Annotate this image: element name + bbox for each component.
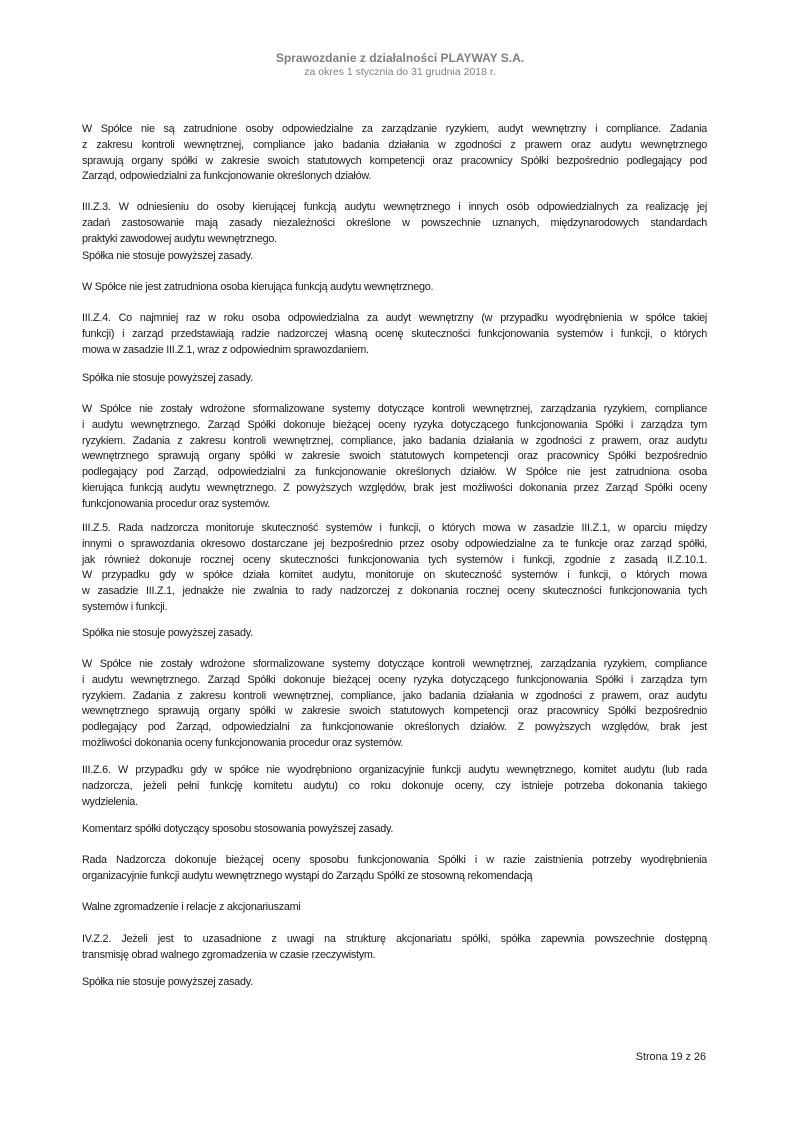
- text-line: III.Z.5. Rada nadzorcza monitoruje skuteczność systemów i funkcji, o których mowa w zasadzie III.Z.1, w oparciu między: [82, 522, 707, 534]
- paragraph: [82, 626, 707, 642]
- text-line: ryzykiem. Zadania z zakresu kontroli wewnętrznej, compliance, jako badania działania w zgodności z prawem, oraz audytu: [82, 434, 707, 447]
- text-line: mowa w zasadzie III.Z.1, wraz z odpowiednim sprawozdaniem.: [82, 343, 369, 356]
- paragraph: [82, 932, 707, 964]
- paragraph: [82, 521, 707, 616]
- text-line: transmisję obrad walnego zgromadzenia w czasie rzeczywistym.: [82, 948, 376, 961]
- text-line: jak również dokonuje rocznej oceny skuteczności funkcjonowania tych systemów i funkcji, zgodnie z zasadą II.Z.10.1.: [82, 553, 707, 566]
- text-line: Spółka nie stosuje powyższej zasady.: [82, 627, 253, 639]
- paragraph: [82, 200, 707, 247]
- text-line: z zakresu kontroli wewnętrznej, compliance jako badania działania w zgodności z prawem oraz audytu wewnętrznego: [82, 138, 707, 151]
- text-line: praktyki zawodowej audytu wewnętrznego.: [82, 232, 277, 245]
- paragraph: [82, 853, 707, 885]
- text-line: sprawują organy spółki w zakresie swoich statutowych kompetencji oraz pracownicy Spółki bezpośrednio podlegający pod: [82, 154, 707, 167]
- text-line: W przypadku gdy w spółce działa komitet audytu, monitoruje on skuteczność systemów i funkcji, o których mowa: [82, 569, 707, 582]
- text-line: W Spółce nie są zatrudnione osoby odpowiedzialne za zarządzanie ryzykiem, audyt wewnętrzny i compliance. Zadania: [82, 123, 707, 135]
- text-line: kierująca funkcją audytu wewnętrznego. Z powyższych względów, brak jest możliwości dokonania przez Zarząd Spółki oceny: [82, 481, 707, 494]
- text-line: systemów i funkcji.: [82, 600, 168, 613]
- page-number: Strona 19 z 26: [635, 1051, 706, 1063]
- text-line: organizacyjnie funkcji audytu wewnętrznego wystąpi do Zarządu Spółki ze stosowną rekomendacją: [82, 869, 533, 882]
- text-line: zadań zastosowanie mają zasady niezależności określone w powszechnie uznanych, międzynarodowych standardach: [82, 216, 707, 229]
- paragraph: [82, 402, 707, 513]
- text-line: III.Z.3. W odniesieniu do osoby kierującej funkcją audytu wewnętrznego i innych osób odpowiedzialnych za realizację jej: [82, 201, 707, 213]
- text-line: Spółka nie stosuje powyższej zasady.: [82, 372, 253, 384]
- text-line: IV.Z.2. Jeżeli jest to uzasadnione z uwagi na strukturę akcjonariatu spółki, spółka zapewnia powszechnie dostępną: [82, 933, 707, 945]
- paragraph: [82, 975, 707, 991]
- text-line: Zarząd, odpowiedzialni za funkcjonowanie określonych działów.: [82, 170, 372, 183]
- text-line: wewnętrznego sprawują organy spółki w zakresie swoich statutowych kompetencji oraz pracownicy Spółki bezpośrednio: [82, 450, 707, 463]
- text-line: i audytu wewnętrznego. Zarząd Spółki dokonuje bieżącej oceny ryzyka dotyczącego funkcjonowania Spółki i zarządza tym: [82, 673, 707, 686]
- paragraph: [82, 249, 707, 265]
- text-line: podlegający pod Zarząd, odpowiedzialni za funkcjonowanie określonych działów. Z powyższych względów, brak jest: [82, 721, 707, 734]
- paragraph: [82, 280, 707, 296]
- text-line: Walne zgromadzenie i relacje z akcjonariuszami: [82, 901, 301, 913]
- document-title: Sprawozdanie z działalności PLAYWAY S.A.: [275, 51, 525, 65]
- text-line: wewnętrznego sprawują organy spółki w zakresie swoich statutowych kompetencji oraz pracownicy Spółki bezpośrednio: [82, 705, 707, 718]
- text-line: Rada Nadzorcza dokonuje bieżącej oceny sposobu funkcjonowania Spółki i w razie zaistnienia potrzeby wyodrębnienia: [82, 854, 707, 866]
- paragraph: [82, 311, 707, 358]
- paragraph: [82, 371, 707, 387]
- text-line: Spółka nie stosuje powyższej zasady.: [82, 976, 253, 988]
- text-line: i audytu wewnętrznego. Zarząd Spółki dokonuje bieżącej oceny ryzyka dotyczącego funkcjonowania Spółki i zarządza tym: [82, 418, 707, 431]
- text-line: innymi o sprawozdania okresowo dostarczane jej bezpośrednio przez osoby odpowiedzialne za te funkcje oraz zarząd spółki,: [82, 537, 707, 550]
- text-line: W Spółce nie jest zatrudniona osoba kierująca funkcją audytu wewnętrznego.: [82, 281, 434, 293]
- text-line: ryzykiem. Zadania z zakresu kontroli wewnętrznej, compliance, jako badania działania w zgodności z prawem, oraz audytu: [82, 689, 707, 702]
- text-line: wydzielenia.: [82, 795, 138, 808]
- text-line: III.Z.4. Co najmniej raz w roku osoba odpowiedzialna za audyt wewnętrzny (w przypadku wyodrębnienia w spółce takiej: [82, 312, 707, 324]
- text-line: Komentarz spółki dotyczący sposobu stosowania powyższej zasady.: [82, 823, 394, 835]
- text-line: w zasadzie III.Z.1, jednakże nie zwalnia to rady nadzorczej z dokonania rocznej oceny skuteczności funkcjonowania tych: [82, 585, 707, 598]
- document-period: za okres 1 stycznia do 31 grudnia 2018 r.: [304, 66, 496, 78]
- text-line: III.Z.6. W przypadku gdy w spółce nie wyodrębniono organizacyjnie funkcji audytu wewnętrznego, komitet audytu (lub rada: [82, 764, 707, 776]
- paragraph: [82, 900, 707, 916]
- paragraph: [82, 122, 707, 185]
- text-line: funkcjonowania procedur oraz systemów.: [82, 497, 270, 510]
- paragraph: [82, 657, 707, 752]
- text-line: W Spółce nie zostały wdrożone sformalizowane systemy dotyczące kontroli wewnętrznej, zarządzania ryzykiem, compliance: [82, 658, 707, 670]
- paragraph: [82, 763, 707, 810]
- text-line: Spółka nie stosuje powyższej zasady.: [82, 250, 253, 262]
- text-line: nadzorcza, jeżeli pełni funkcję komitetu audytu) co roku dokonuje oceny, czy istnieje potrzeba dokonania takiego: [82, 779, 707, 792]
- text-line: podlegający pod Zarząd, odpowiedzialni za funkcjonowanie określonych działów. W Spółce nie jest zatrudniona osoba: [82, 466, 707, 479]
- text-line: możliwości dokonania oceny funkcjonowania procedur oraz systemów.: [82, 736, 404, 749]
- paragraph: [82, 822, 707, 838]
- text-line: funkcji) i zarząd przedstawiają radzie nadzorczej własną ocenę skuteczności funkcjonowania systemów i funkcji, o których: [82, 327, 707, 340]
- text-line: W Spółce nie zostały wdrożone sformalizowane systemy dotyczące kontroli wewnętrznej, zarządzania ryzykiem, compliance: [82, 403, 707, 415]
